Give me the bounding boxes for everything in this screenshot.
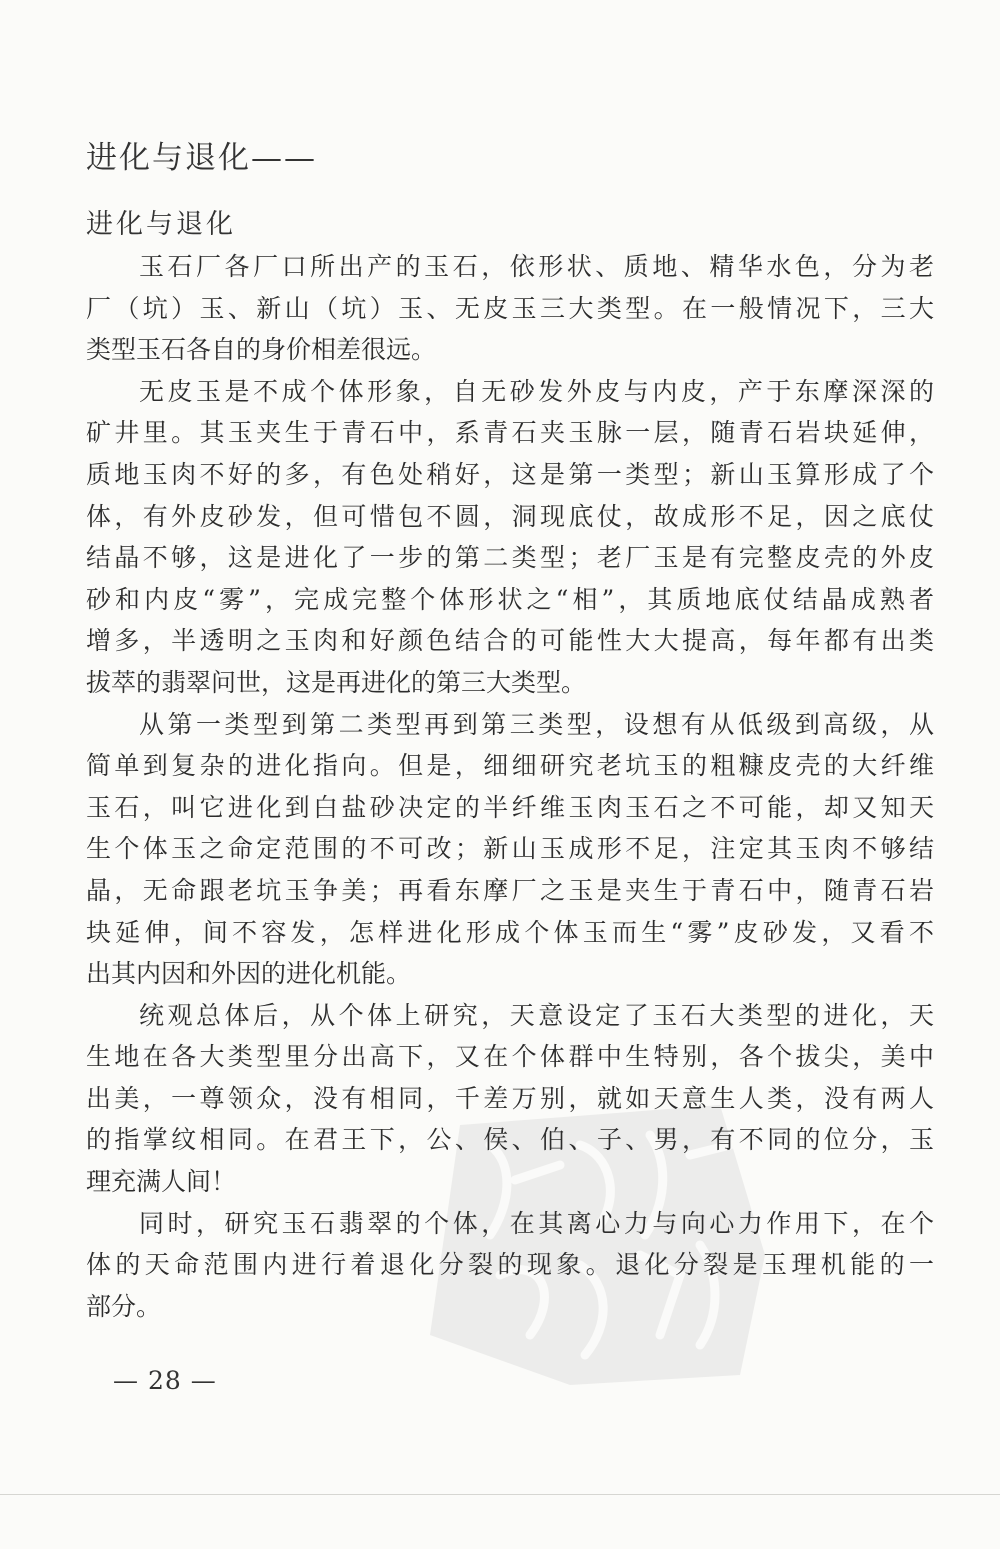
- text-line: 砂和内皮“雾”，完成完整个体形状之“相”，其质地底仗结晶成熟者: [86, 584, 934, 614]
- text-line: 玉石厂各厂口所出产的玉石，依形状、质地、精华水色，分为老: [139, 252, 934, 281]
- text-line: 增多，半透明之玉肉和好颜色结合的可能性大大提高，每年都有出类: [86, 626, 934, 656]
- text-line: 体的天命范围内进行着退化分裂的现象。退化分裂是玉理机能的一: [86, 1250, 934, 1280]
- text-line: 从第一类型到第二类型再到第三类型，设想有从低级到高级，从: [139, 709, 934, 739]
- text-line: 矿井里。其玉夹生于青石中，系青石夹玉脉一层，随青石岩块延伸，: [86, 418, 934, 448]
- text-line: 厂（坑）玉、新山（坑）玉、无皮玉三大类型。在一般情况下，三大: [86, 293, 934, 323]
- paragraph-1: [86, 246, 934, 371]
- paragraph-3: [86, 704, 934, 995]
- text-line: 无皮玉是不成个体形象，自无砂发外皮与内皮，产于东摩深深的: [139, 376, 934, 406]
- paragraph-5: [86, 1203, 934, 1328]
- text-line: 生地在各大类型里分出高下，又在个体群中生特别，各个拔尖，美中: [86, 1042, 934, 1072]
- text-line: 块延伸，间不容发，怎样进化形成个体玉而生“雾”皮砂发，又看不: [86, 917, 934, 947]
- text-line: 拔萃的翡翠问世，这是再进化的第三大类型。: [86, 667, 587, 697]
- page-number: — 28 —: [113, 1366, 217, 1395]
- text-line: 晶，无命跟老坑玉争美；再看东摩厂之玉是夹生于青石中，随青石岩: [86, 875, 934, 905]
- text-line: 出美，一尊领众，没有相同，千差万别，就如天意生人类，没有两人: [86, 1083, 934, 1113]
- text-line: 类型玉石各自的身价相差很远。: [86, 335, 437, 365]
- text-line: 简单到复杂的进化指向。但是，细细研究老坑玉的粗糠皮壳的大纤维: [86, 751, 934, 781]
- paragraph-4: [86, 995, 934, 1203]
- text-line: 统观总体后，从个体上研究，天意设定了玉石大类型的进化，天: [139, 1000, 934, 1030]
- text-line: 结晶不够，这是进化了一步的第二类型；老厂玉是有完整皮壳的外皮: [86, 543, 934, 573]
- page-edge-divider: [0, 1494, 1000, 1495]
- text-line: 体，有外皮砂发，但可惜包不圆，洞现底仗，故成形不足，因之底仗: [86, 501, 934, 531]
- text-line: 出其内因和外因的进化机能。: [86, 959, 412, 989]
- text-line: 理充满人间！: [86, 1167, 237, 1197]
- chapter-title: 进化与退化——: [86, 140, 317, 176]
- text-line: 部分。: [86, 1291, 162, 1321]
- section-title: 进化与退化: [86, 209, 236, 240]
- text-line: 质地玉肉不好的多，有色处稍好，这是第一类型；新山玉算形成了个: [86, 459, 934, 489]
- text-line: 同时，研究玉石翡翠的个体，在其离心力与向心力作用下，在个: [139, 1208, 934, 1238]
- body-text: [86, 246, 934, 1327]
- paragraph-2: [86, 371, 934, 704]
- text-line: 的指掌纹相同。在君王下，公、侯、伯、子、男，有不同的位分，玉: [86, 1125, 934, 1155]
- text-line: 玉石，叫它进化到白盐砂决定的半纤维玉肉玉石之不可能，却又知天: [86, 792, 934, 822]
- text-line: 生个体玉之命定范围的不可改；新山玉成形不足，注定其玉肉不够结: [86, 834, 934, 864]
